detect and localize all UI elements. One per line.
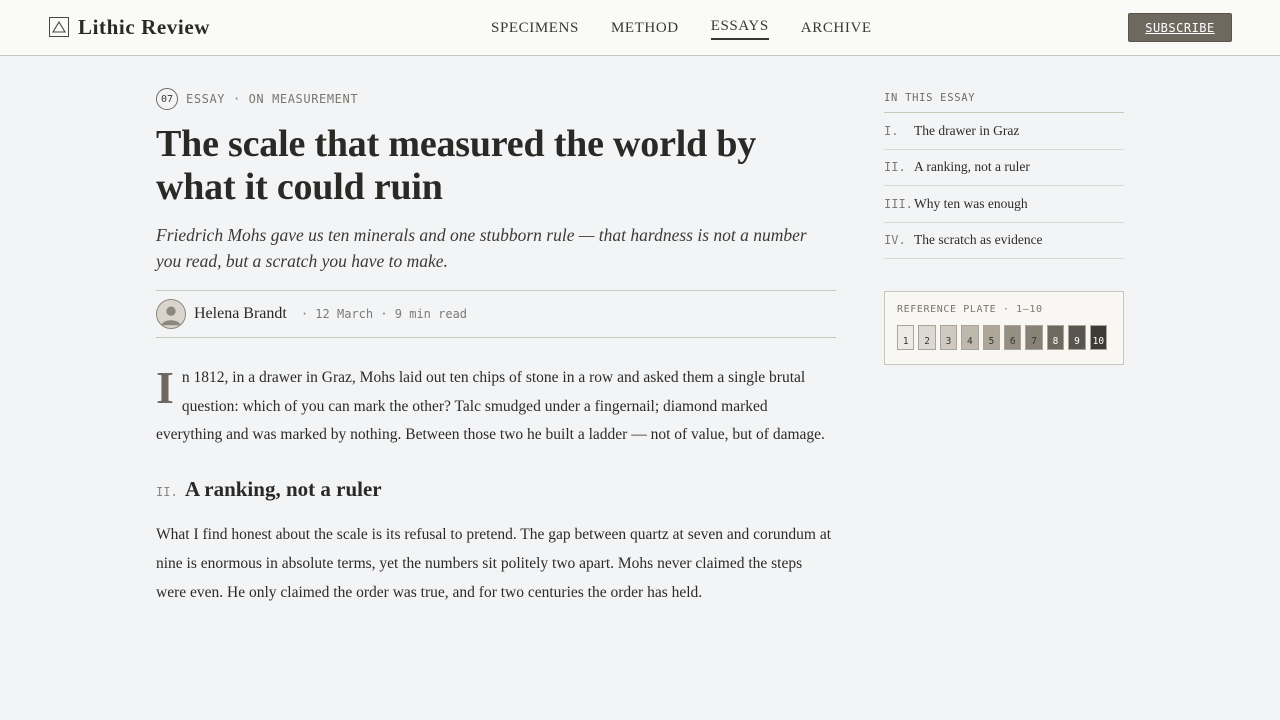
top-navigation-bar xyxy=(0,0,1280,56)
article xyxy=(156,88,836,607)
section-paragraph: What I find honest about the scale is its refusal to pretend. The gap between quartz at seven and corundum at nine is enormous in absolute terms, yet the numbers sit politely two apart. Mohs never claimed the steps were even. He only claimed the order was true, and for two centuries the order has held. xyxy=(156,525,832,601)
hardness-swatch: 10 xyxy=(1090,325,1107,350)
nav-method[interactable]: METHOD xyxy=(610,20,679,36)
hardness-swatch: 1 xyxy=(897,325,914,350)
sidebar xyxy=(884,92,1124,365)
article-title: The scale that measured the world by what it could ruin xyxy=(156,123,757,208)
nav-archive[interactable]: ARCHIVE xyxy=(800,20,872,36)
toc-item-2[interactable] xyxy=(884,150,1124,187)
toc-link[interactable]: The scratch as evidence xyxy=(914,232,1043,248)
toc-label: IN THIS ESSAY xyxy=(884,92,1124,113)
essay-kicker xyxy=(156,88,836,110)
toc-link[interactable]: Why ten was enough xyxy=(914,195,1028,211)
toc-item-3[interactable] xyxy=(884,186,1124,223)
hardness-swatch: 6 xyxy=(1004,325,1021,350)
toc-number: IV. xyxy=(884,233,906,248)
toc-number: III. xyxy=(884,196,913,211)
main-nav xyxy=(491,18,904,40)
hardness-swatch: 3 xyxy=(940,325,957,350)
drop-cap: I xyxy=(156,362,174,413)
triangle-logo-icon xyxy=(49,17,69,37)
subscribe-button[interactable]: SUBSCRIBE xyxy=(1128,13,1232,42)
toc-link[interactable]: The drawer in Graz xyxy=(914,122,1020,138)
brand-name: Lithic Review xyxy=(78,15,211,39)
hardness-swatch: 2 xyxy=(918,325,935,350)
plate-label: REFERENCE PLATE · 1–10 xyxy=(897,304,1043,315)
essay-number-badge: 07 xyxy=(156,88,178,110)
lead-text: n 1812, in a drawer in Graz, Mohs laid out ten chips of stone in a row and asked them a single brutal question: which of you can mark the other? Talc smudged under a fingernail; diamond marked everything and was marked by nothing. Between those two he built a ladder — not of value, but of damage. xyxy=(156,369,825,443)
section-title: A ranking, not a ruler xyxy=(185,476,382,501)
section-heading xyxy=(156,477,836,502)
toc-number: II. xyxy=(884,160,906,175)
article-meta: · 12 March · 9 min read xyxy=(300,307,468,321)
toc-item-1[interactable] xyxy=(884,113,1124,150)
hardness-swatch: 9 xyxy=(1068,325,1085,350)
author-name[interactable]: Helena Brandt xyxy=(194,305,287,322)
byline xyxy=(156,290,836,338)
nav-essays[interactable]: ESSAYS xyxy=(711,16,769,40)
lead-paragraph xyxy=(156,364,836,450)
toc-item-4[interactable] xyxy=(884,223,1124,260)
hardness-swatch: 8 xyxy=(1047,325,1064,350)
brand-logo[interactable] xyxy=(49,16,210,38)
reference-plate xyxy=(884,291,1124,365)
toc-link[interactable]: A ranking, not a ruler xyxy=(914,159,1030,175)
section-number: II. xyxy=(156,484,178,499)
hardness-swatch: 4 xyxy=(961,325,978,350)
toc-number: I. xyxy=(884,123,899,138)
essay-category: ESSAY · ON MEASUREMENT xyxy=(186,92,359,106)
hardness-swatches xyxy=(897,325,1111,350)
author-avatar[interactable] xyxy=(156,299,186,329)
hardness-swatch: 7 xyxy=(1025,325,1042,350)
nav-specimens[interactable]: SPECIMENS xyxy=(491,20,579,36)
person-icon xyxy=(157,299,185,329)
hardness-swatch: 5 xyxy=(983,325,1000,350)
article-dek: Friedrich Mohs gave us ten minerals and one stubborn rule — that hardness is not a number you read, but a scratch you have to make. xyxy=(156,225,807,271)
